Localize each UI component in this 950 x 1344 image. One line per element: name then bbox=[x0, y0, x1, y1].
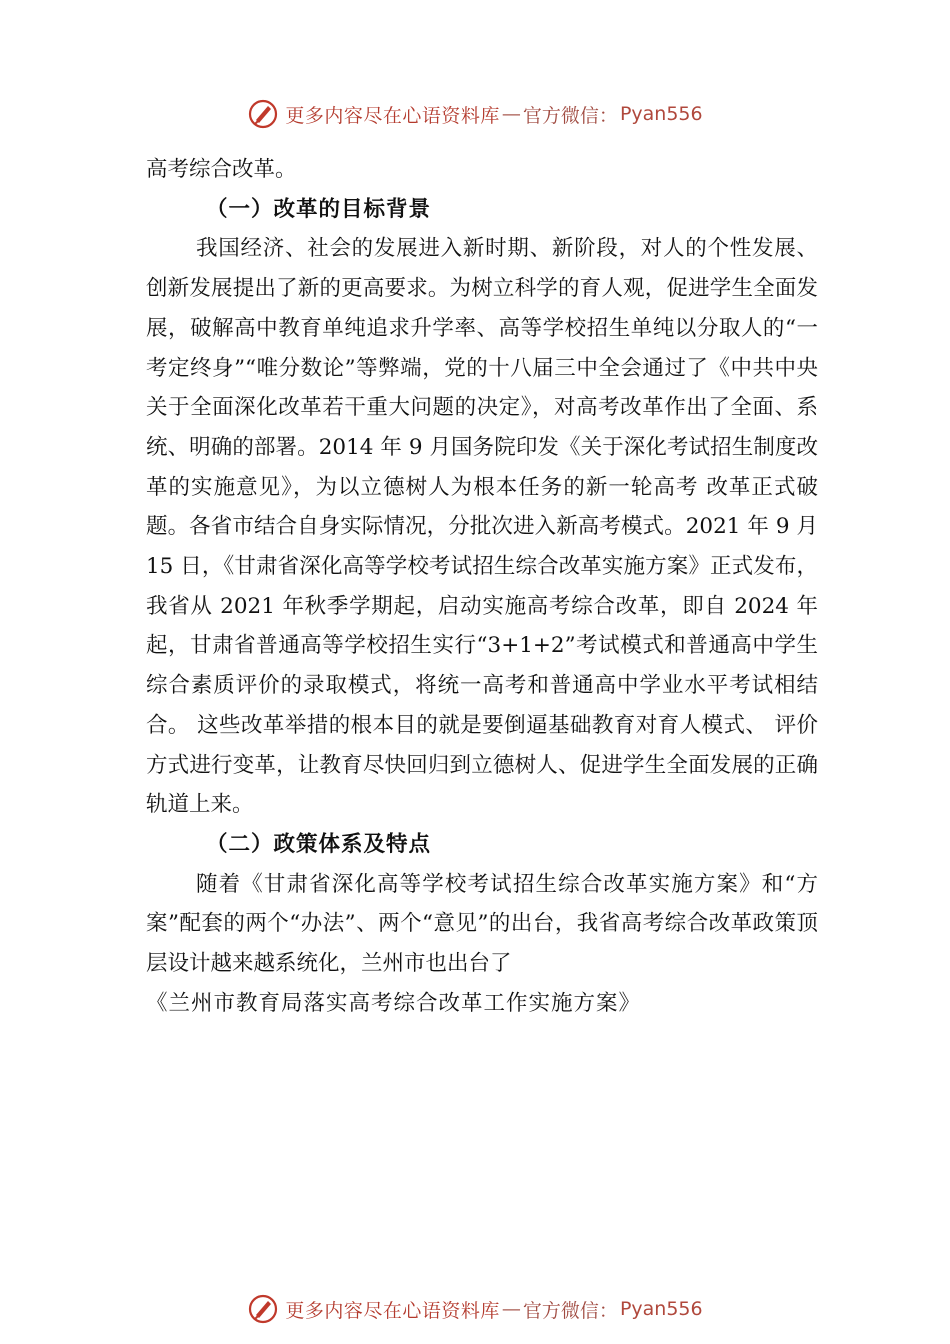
paragraph-2: 随着《甘肃省深化高等学校考试招生综合改革实施方案》和“方案”配套的两个“办法”、两个“意见”的出台，我省高考综合改革政策顶层设计越来越系统化，兰州市也出台了 bbox=[146, 871, 818, 977]
watermark-text: 更多内容尽在心语资料库 bbox=[285, 104, 500, 127]
pen-seal-icon bbox=[247, 98, 279, 130]
paragraph-1: 我国经济、社会的发展进入新时期、新阶段，对人的个性发展、创新发展提出了新的更高要求。为树立科学的育人观，促进学生全面发展，破解高中教育单纯追求升学率、高等学校招生单纯以分取人的“一考定终身”“唯分数论”等弊端，党的十八届三中全会通过了《中共中央关于全面深化改革若干重大问题的决定》，对高考改革作出了全面、系统、明确的部署。2014 年 9 月国务院印发《关于深化考试招生制度改革的实施意见》，为以立德树人为根本任务的新一轮高考 改革正式破题。各省市结合自身实际情况，分批次进入新高考模式。2021 年 9 月 15 日，《甘肃省深化高等学校考试招生综合改革实施方案》正式发布，我省从 2021 年秋季学期起，启动实施高考综合改革，即自 2024 年起，甘肃省普通高等学校招生实行“3+1+2”考试模式和普通高中学生综合素质评价的录取模式，将统一高考和普通高中学业水平考试相结合。 这些改革举措的根本目的就是要倒逼基础教育对育人模式、 评价方式进行变革，让教育尽快回归到立德树人、促进学生全面发展的正确轨道上来。 bbox=[146, 236, 818, 818]
watermark-text: 更多内容尽在心语资料库 bbox=[285, 1299, 500, 1322]
document-body bbox=[146, 150, 818, 1023]
watermark-top bbox=[0, 96, 950, 132]
paragraph-2-title: 《兰州市教育局落实高考综合改革工作实施方案》 bbox=[146, 990, 642, 1016]
watermark-wechat-id: Pyan556 bbox=[619, 103, 703, 125]
watermark-wechat-label: 官方微信： bbox=[522, 104, 618, 127]
watermark-separator: — bbox=[501, 103, 521, 125]
text-line-top: 高考综合改革。 bbox=[146, 157, 297, 182]
section-heading-1: （一）改革的目标背景 bbox=[206, 196, 432, 222]
watermark-separator: — bbox=[501, 1298, 521, 1320]
section-heading-2: （二）政策体系及特点 bbox=[206, 831, 432, 857]
watermark-bottom bbox=[0, 1291, 950, 1327]
watermark-wechat-label: 官方微信： bbox=[522, 1299, 618, 1322]
watermark-wechat-id: Pyan556 bbox=[619, 1298, 703, 1320]
pen-seal-icon bbox=[247, 1293, 279, 1325]
